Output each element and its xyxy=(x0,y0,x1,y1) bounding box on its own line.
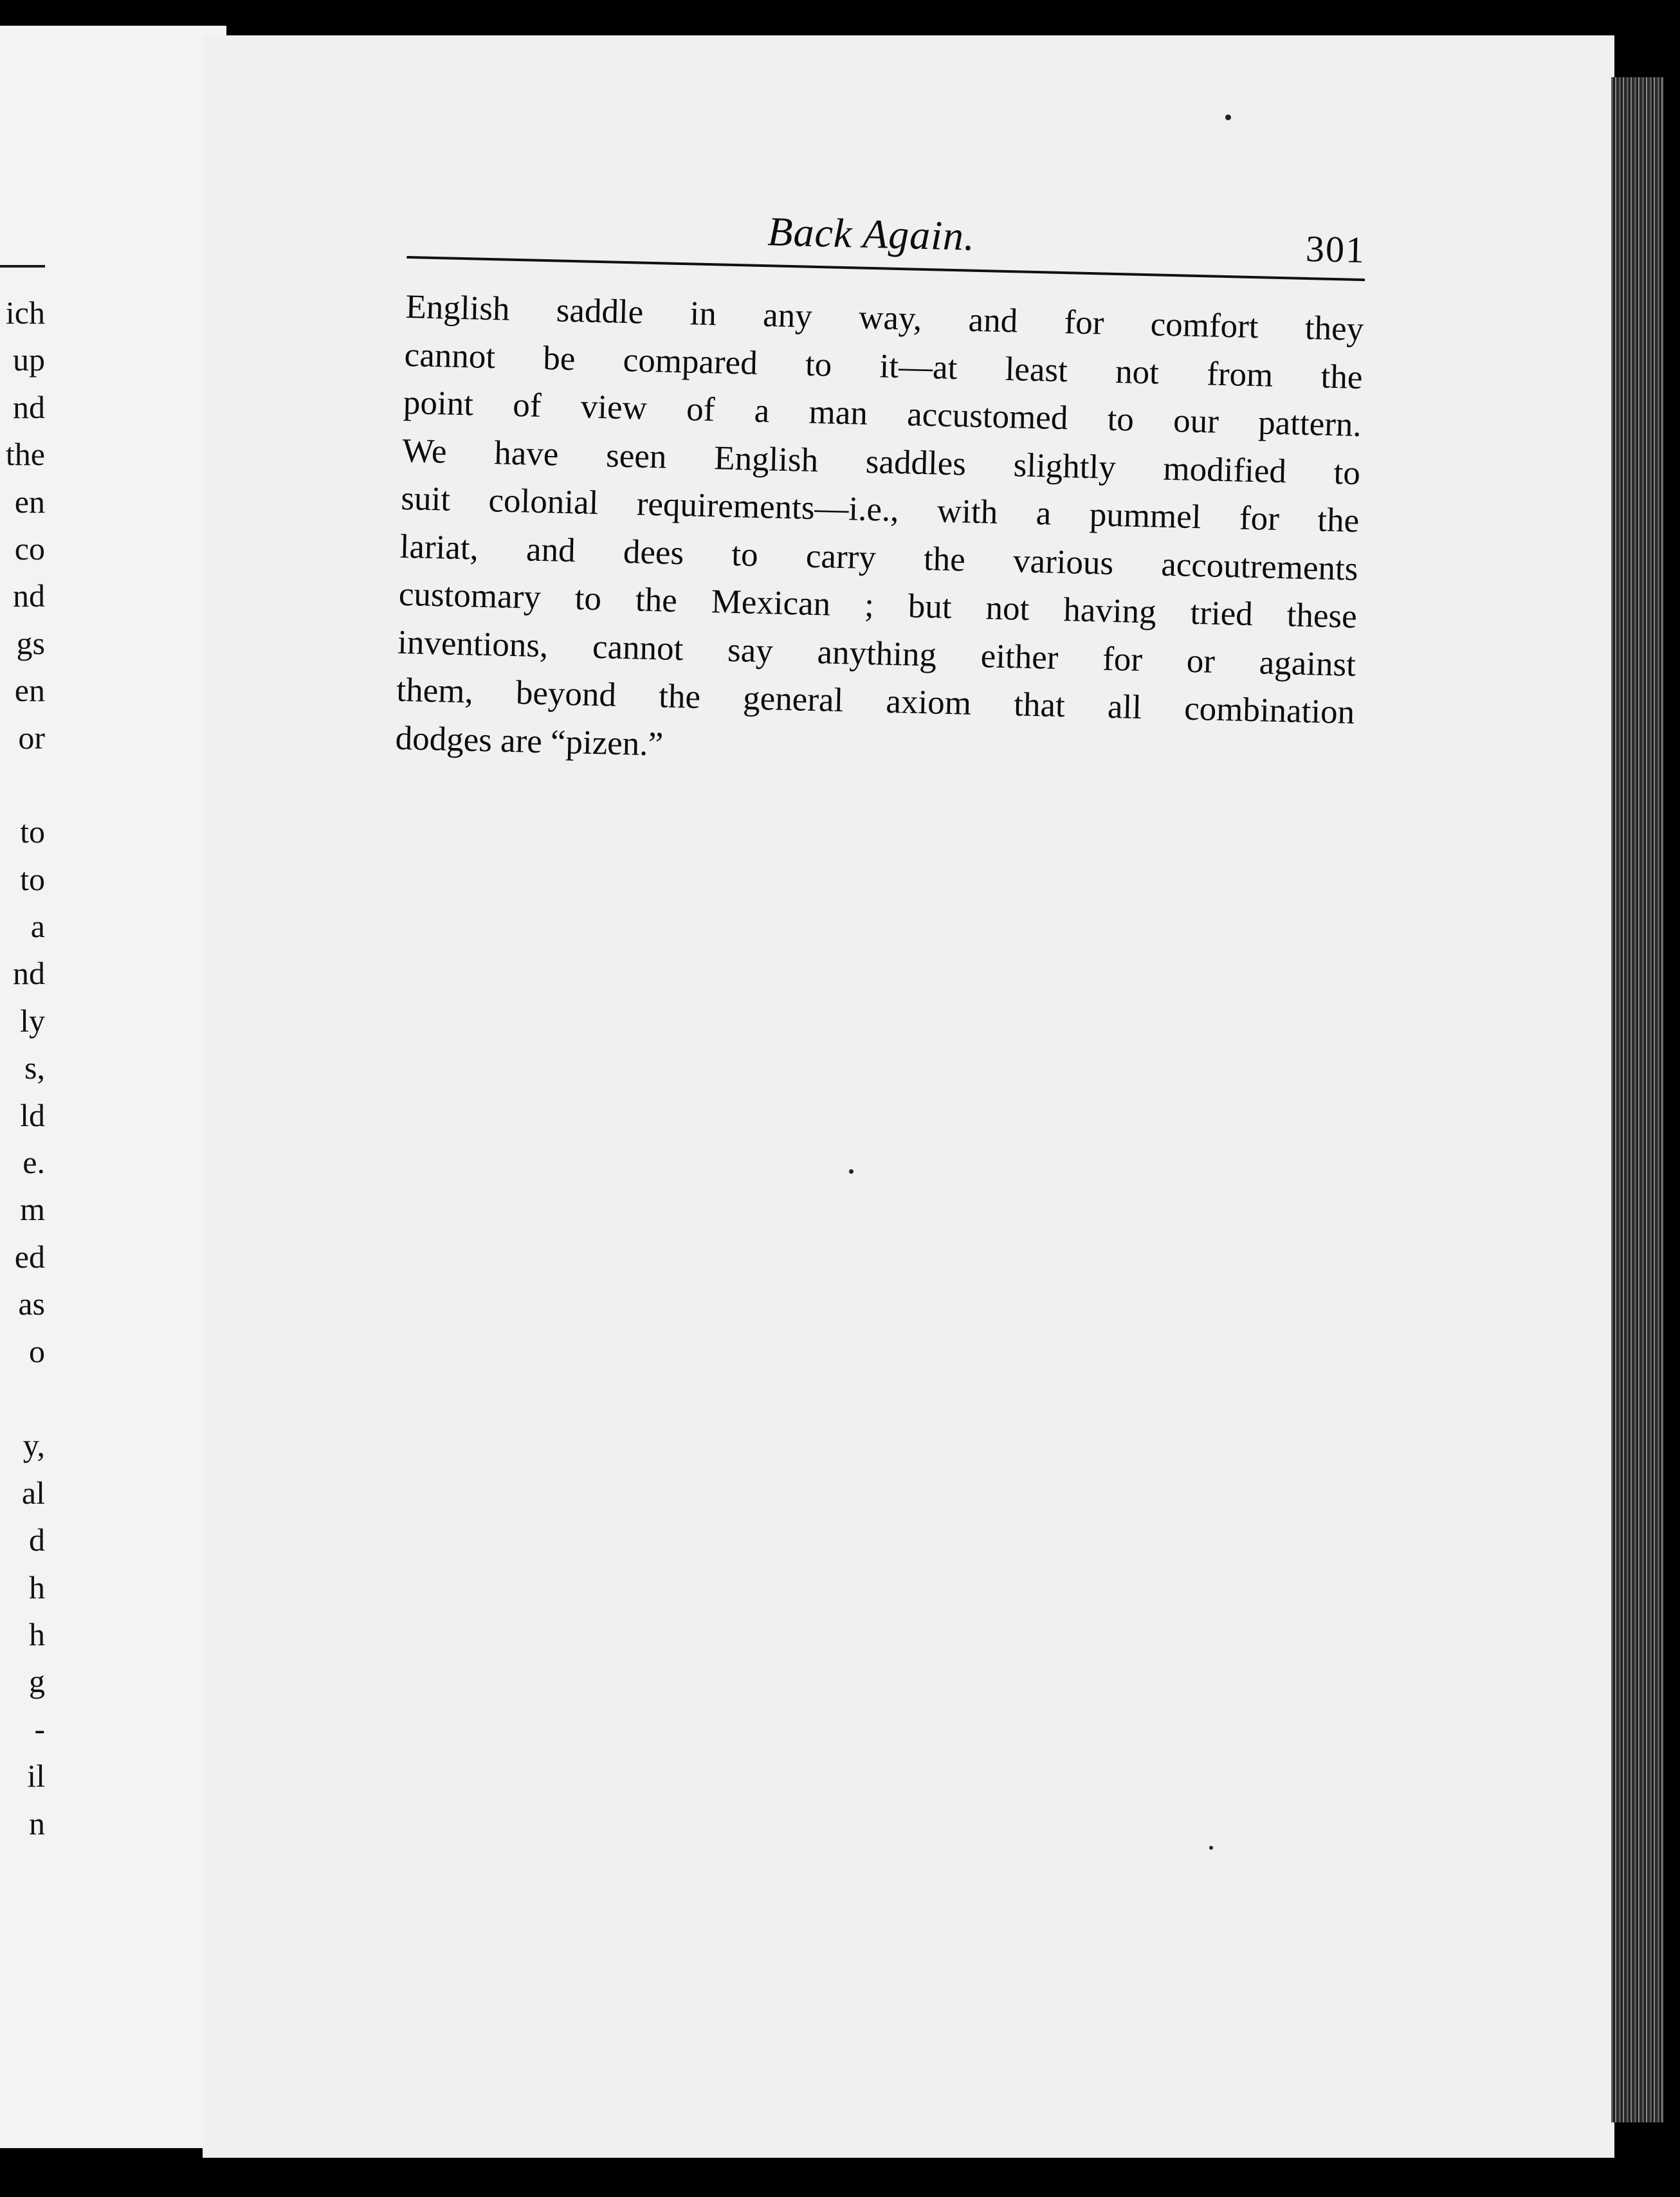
left-line-ending: m xyxy=(20,1191,45,1228)
text-line: suit colonial requirements—i.e., with a pummel for the xyxy=(400,479,1360,540)
left-line-ending: en xyxy=(14,672,45,709)
left-line-ending: n xyxy=(29,1805,45,1841)
text-line: lariat, and dees to carry the various accoutrements xyxy=(399,527,1359,588)
left-line-ending: ld xyxy=(20,1097,45,1133)
left-line-ending: co xyxy=(14,530,45,567)
left-line-ending: h xyxy=(29,1569,45,1605)
left-line-ending: ed xyxy=(14,1238,45,1275)
left-line-ending: the xyxy=(5,436,45,473)
left-line-ending: nd xyxy=(13,578,45,614)
page-block-edge xyxy=(1611,77,1664,2122)
left-line-ending: il xyxy=(27,1758,45,1794)
text-line: dodges are “pizen.” xyxy=(395,719,664,763)
text-line: inventions, cannot say anything either for or against xyxy=(397,623,1356,684)
left-line-ending: s, xyxy=(24,1050,45,1086)
left-line-ending: to xyxy=(20,861,45,897)
left-line-ending: or xyxy=(18,719,45,756)
text-line: cannot be compared to it—at least not from the xyxy=(404,336,1364,396)
left-line-ending: nd xyxy=(13,955,45,992)
body-paragraph xyxy=(395,283,1364,785)
ink-speck xyxy=(849,1169,854,1174)
left-line-ending: as xyxy=(18,1286,45,1322)
left-line-ending: en xyxy=(14,483,45,520)
left-line-ending: o xyxy=(29,1333,45,1369)
running-title: Back Again. xyxy=(767,208,976,259)
left-line-ending: y, xyxy=(23,1427,45,1464)
left-line-ending: nd xyxy=(13,388,45,425)
left-page-header-rule xyxy=(0,265,45,268)
left-page-text-fragments xyxy=(0,289,45,1847)
text-line: them, beyond the general axiom that all combination xyxy=(396,671,1355,731)
left-line-ending: d xyxy=(29,1522,45,1558)
left-line-ending: to xyxy=(20,814,45,850)
left-line-ending xyxy=(0,1375,45,1422)
left-line-ending: up xyxy=(13,342,45,378)
left-facing-page xyxy=(0,26,226,2148)
left-line-ending xyxy=(0,761,45,808)
header-rule xyxy=(406,256,1365,281)
ink-speck xyxy=(1209,1846,1213,1850)
text-line: English saddle in any way, and for comfort they xyxy=(405,287,1364,349)
left-line-ending: ly xyxy=(20,1002,45,1039)
text-line: We have seen English saddles slightly modified to xyxy=(401,432,1361,492)
page-text-block xyxy=(395,187,1367,785)
left-line-ending: al xyxy=(21,1474,45,1511)
text-line: customary to the Mexican ; but not having tried these xyxy=(398,575,1358,635)
text-line: point of view of a man accustomed to our pattern. xyxy=(403,383,1362,444)
left-line-ending: a xyxy=(30,908,45,945)
left-line-ending: - xyxy=(34,1710,45,1747)
left-line-ending: h xyxy=(29,1616,45,1652)
left-line-ending: ich xyxy=(5,295,45,331)
left-line-ending: gs xyxy=(16,624,45,661)
left-line-ending: g xyxy=(29,1663,45,1700)
ink-speck xyxy=(1225,114,1231,120)
page-number: 301 xyxy=(1305,227,1366,271)
left-line-ending: e. xyxy=(23,1144,45,1181)
